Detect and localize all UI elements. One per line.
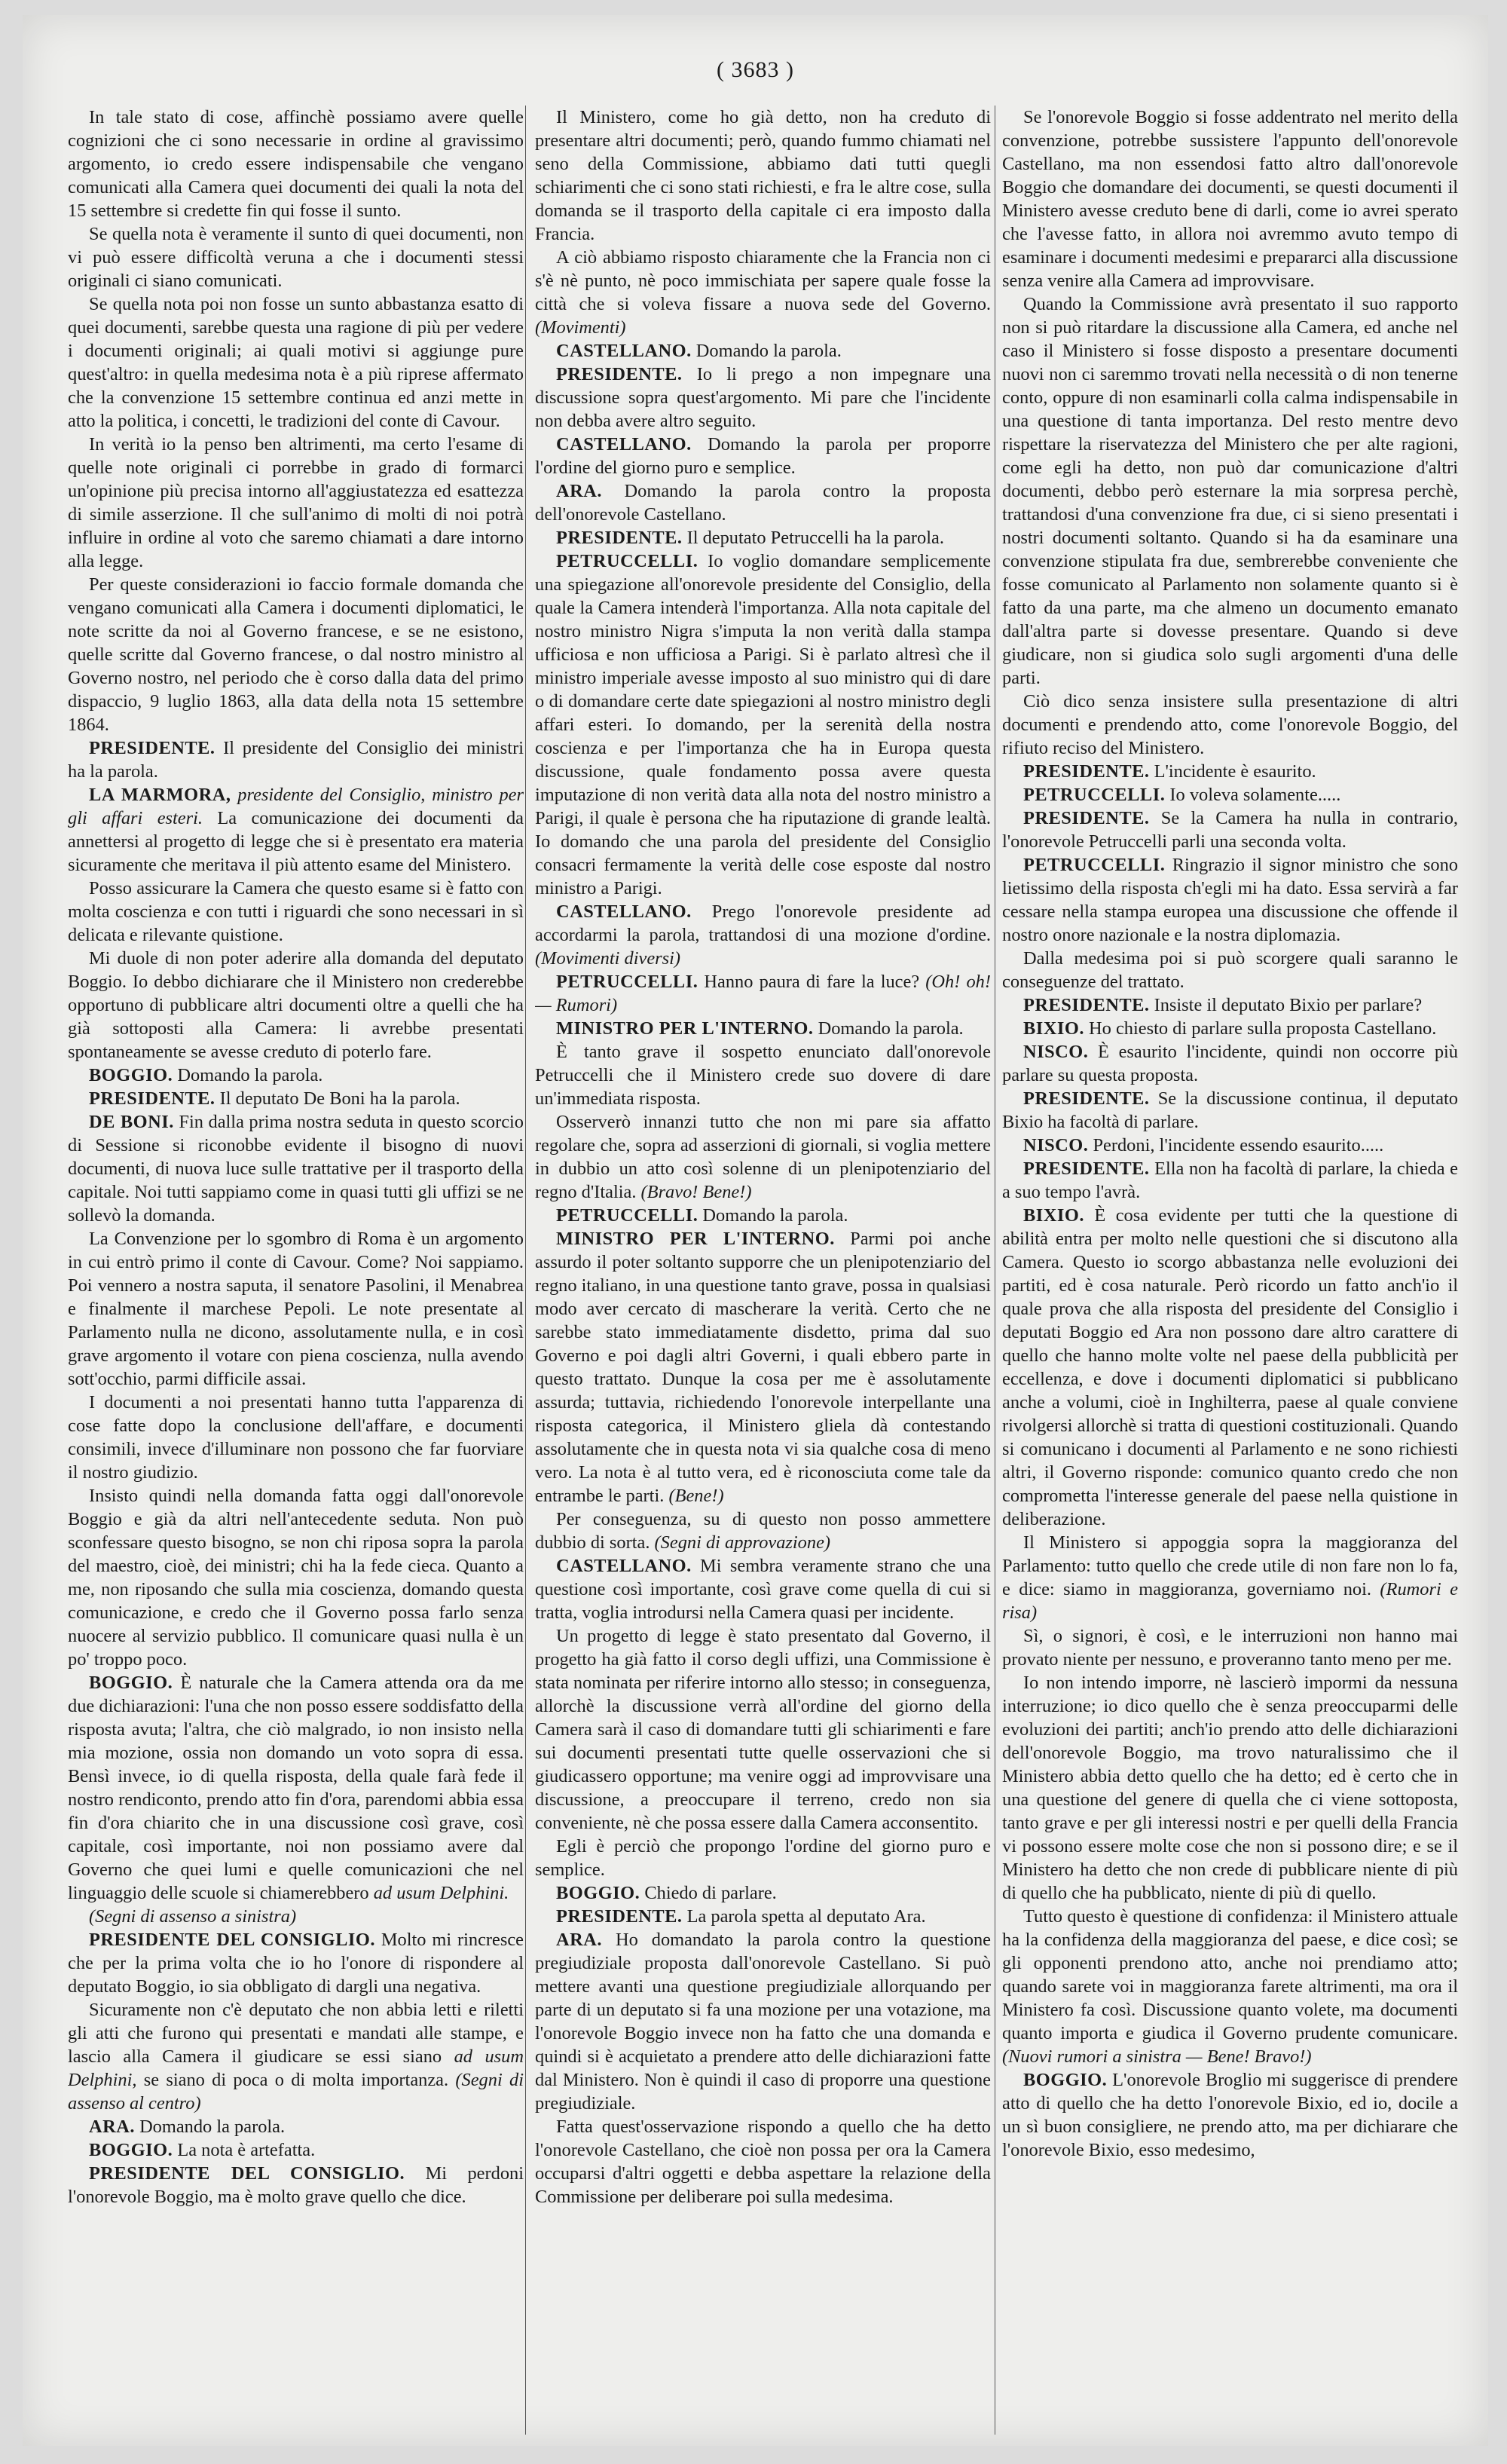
speaker-name: PRESIDENTE. [1023, 808, 1150, 828]
text-paragraph [1002, 947, 1458, 993]
speech-paragraph [1002, 760, 1458, 783]
paragraph-text: La Convenzione per lo sgombro di Roma è un argomento in cui entrò primo il conte di Cavour. Come? Noi sappiamo. Poi vennero a nostra saputa, il senatore Pasolini, il Menabrea e finalmente il marchese Pepoli. Le note presentate al Parlamento nulla ne dicono, assolutamente nulla, e in così grave argomento il votare con piena coscienza, nulla avendo sott'occhio, parmi difficile assai. [68, 1229, 524, 1389]
speaker-name: PRESIDENTE. [89, 1088, 216, 1109]
text-paragraph [535, 1040, 991, 1110]
speech-paragraph [1002, 1204, 1458, 1531]
speaker-name: PETRUCCELLI. [556, 1205, 698, 1226]
paragraph-text: Domando la parola. [818, 1018, 964, 1039]
italic-phrase: ad usum Delphini. [373, 1883, 509, 1903]
speech-paragraph [68, 1928, 524, 1998]
paragraph-text: Insisto quindi nella domanda fatta oggi dall'onorevole Boggio e già da altri nell'antecedente seduta. Non può sconfessare questo bisogno, se non chi riposa sopra la parola del maestro, cioè, dei ministri; chi ha la fede cieca. Quanto a me, non riposando che sulla mia coscienza, domando questa comunicazione, e credo che il Governo possa farlo senza nuocere al servizio pubblico. Il comunicare quasi nulla è un po' troppo poco. [68, 1486, 524, 1670]
text-paragraph [535, 246, 991, 339]
paragraph-text: Posso assicurare la Camera che questo esame si è fatto con molta coscienza e con tutti i riguardi che sono necessari in sì delicata e rilevante quistione. [68, 878, 524, 945]
paragraph-text: In verità io la penso ben altrimenti, ma certo l'esame di quelle note originali ci porrebbe in grado di formarci un'opinione più precisa intorno all'aggiustatezza ed esattezza di simile asserzione. Il che sull'animo di molti di noi potrà influire in ordine al voto che saremo chiamati a dare intorno alla legge. [68, 434, 524, 571]
speech-paragraph [535, 479, 991, 526]
speaker-name: PRESIDENTE. [556, 1906, 683, 1927]
paragraph-text: Molto mi rincresce che per la prima volta che io ho l'onore di rispondere al deputato Boggio, io sia obbligato di dargli una negativa. [68, 1930, 524, 1997]
column-3 [1002, 106, 1458, 2435]
speaker-name: CASTELLANO. [556, 434, 692, 455]
text-paragraph [68, 433, 524, 573]
speech-paragraph [68, 736, 524, 783]
paragraph-text: Chiedo di parlare. [644, 1883, 777, 1903]
text-paragraph [1002, 106, 1458, 292]
speaker-name: DE BONI. [89, 1112, 174, 1132]
text-paragraph [68, 877, 524, 947]
paragraph-text: A ciò abbiamo risposto chiaramente che la Francia non ci s'è nè punto, nè poco immischiata per sapere quale fosse la città che si voleva fissare a nuova sede del Governo. [535, 247, 991, 314]
paragraph-text: Sicuramente non c'è deputato che non abbia letti e riletti gli atti che furono qui presentati e mandati alle stampe, e lascio alla Camera il giudicare se essi siano [68, 2000, 524, 2067]
speech-paragraph [68, 1110, 524, 1227]
column-2 [535, 106, 991, 2435]
speech-paragraph [535, 339, 991, 363]
speech-paragraph [68, 2115, 524, 2138]
speech-paragraph [68, 2138, 524, 2162]
paragraph-text: È cosa evidente per tutti che la questione di abilità entra per molto nelle questioni che si discutono alla Camera. Questo io scorgo abbastanza nelle evoluzioni dei partiti, ed è cosa naturale. Però ricordo un fatto anch'io il quale prova che alla risposta del presidente del Consiglio i deputati Boggio ed Ara non possono dare altro carattere di quello che hanno molte volte nel paese della pubblicità per eccellenza, e dove i documenti diplomatici si pubblicano anche a volumi, cioè in Inghilterra, paese al quale conviene rivolgersi allorchè si tratta di questioni costituzionali. Quando si comunicano i documenti al Parlamento e ne sono richiesti altri, il Governo risponde: comunico quanto credo che non comprometta l'interesse generale del paese nella quistione in deliberazione. [1002, 1205, 1458, 1529]
speaker-role: presidente del Consiglio, ministro per gli affari esteri. [68, 785, 524, 828]
speaker-name: CASTELLANO. [556, 1556, 692, 1576]
text-paragraph [535, 1110, 991, 1204]
speech-paragraph [1002, 1087, 1458, 1134]
paragraph-text: Prego l'onorevole presidente ad accordarmi la parola, trattandosi di una mozione d'ordine. [535, 901, 991, 945]
newspaper-page [23, 15, 1488, 2446]
paragraph-text: Io voglio domandare semplicemente una spiegazione all'onorevole presidente del Consiglio, della quale la Camera intenderà l'importanza. Alla nota capitale del nostro ministro Nigra s'imputa la non verità dalla stampa ufficiosa e non ufficiosa a Parigi. Si è parlato altresì che il ministro imperiale avesse imposto al suo ministro qui di dare o di domandare certe date spiegazioni al nostro ministro degli affari esteri. Io domando, per la serenità della nostra coscienza e per l'importanza che ha in Europa questa discussione, quale fondamento possa avere questa imputazione di non verità data alla nota del nostro ministro a Parigi, il quale è persona che ha riputazione di grande lealtà. Io domando che una parola del presidente del Consiglio consacri fermamente la verità delle cose esposte dal nostro ministro a Parigi. [535, 551, 991, 898]
paragraph-text: Dalla medesima poi si può scorgere quali saranno le conseguenze del trattato. [1002, 948, 1458, 992]
stage-note: (Movimenti) [535, 317, 626, 338]
speech-paragraph [535, 1204, 991, 1227]
paragraph-text: Il Ministero si appoggia sopra la maggioranza del Parlamento: tutto quello che crede utile di non fare non lo fa, e dice: siamo in maggioranza, governiamo noi. [1002, 1532, 1458, 1599]
paragraph-text: È tanto grave il sospetto enunciato dall'onorevole Petruccelli che il Ministero crede suo dovere di dare un'immediata risposta. [535, 1042, 991, 1109]
speaker-name: NISCO. [1023, 1135, 1089, 1155]
speaker-name: ARA. [556, 481, 602, 501]
paragraph-text: Io li prego a non impegnare una discussione sopra quest'argomento. Mi pare che l'incidente non debba avere altro seguito. [535, 364, 991, 431]
paragraph-text: Ho domandato la parola contro la questione pregiudiziale proposta dall'onorevole Castellano. Si può mettere avanti una questione pregiudiziale allorquando per parte di un deputato si fa una mozione per una votazione, ma l'onorevole Boggio invece non ha fatto che una domanda e quindi si è acquietato a prendere atto delle dichiarazioni fatte dal Ministero. Non è quindi il caso di proporre una questione pregiudiziale. [535, 1930, 991, 2114]
speech-paragraph [1002, 1017, 1458, 1040]
speech-paragraph [1002, 1157, 1458, 1204]
speaker-name: PRESIDENTE DEL CONSIGLIO. [89, 1930, 375, 1950]
speaker-name: BOGGIO. [89, 1673, 173, 1693]
paragraph-text: Un progetto di legge è stato presentato dal Governo, il progetto ha già fatto il corso degli uffizi, una Commissione è stata nominata per riferire intorno allo stesso; in conseguenza, allorchè la discussione verrà all'ordine del giorno della Camera sarà il caso di domandare tutti gli schiarimenti e fare sui documenti presentati tutte quelle osservazioni che si giudicassero opportune; ma venire oggi ad improvvisare una discussione, a preoccupare il terreno, credo non sia conveniente, nè che possa essere dalla Camera acconsentito. [535, 1626, 991, 1833]
paragraph-text: La parola spetta al deputato Ara. [686, 1906, 926, 1927]
paragraph-text: Tutto questo è questione di confidenza: il Ministero attuale ha la confidenza della maggioranza del paese, e dice così; se gli opponenti prendono atto, anche noi prendiamo atto; quando sarete voi in maggioranza farete altrimenti, ma ora il Ministero fa così. Discussione quanto volete, ma documenti quanto importa e giudica il Governo prudente comunicare. [1002, 1906, 1458, 2043]
paragraph-text: È naturale che la Camera attenda ora da me due dichiarazioni: l'una che non posso essere soddisfatto della risposta avuta; l'altra, che ciò malgrado, io non insisto nella mia mozione, ossia non domando un voto sopra di essa. Bensì invece, io di quella risposta, della quale farà fede il nostro rendiconto, prendo atto fin d'ora, parendomi abbia essa fin d'ora chiarito che in una discussione così grave, così capitale, così importante, noi non possiamo avere dal Governo che quei lumi e quelle comunicazioni che nel linguaggio delle scuole si chiamerebbero [68, 1673, 524, 1903]
paragraph-text: È esaurito l'incidente, quindi non occorre più parlare su questa proposta. [1002, 1042, 1458, 1085]
speech-paragraph [535, 1881, 991, 1905]
speech-paragraph [535, 549, 991, 900]
text-paragraph [68, 292, 524, 433]
text-paragraph [1002, 1624, 1458, 1671]
page-number: ( 3683 ) [717, 57, 794, 82]
stage-note: (Nuovi rumori a sinistra — Bene! Bravo!) [1002, 2046, 1312, 2067]
paragraph-text: La nota è artefatta. [177, 2140, 316, 2160]
speech-paragraph [535, 970, 991, 1017]
paragraph-text: Mi perdoni l'onorevole Boggio, ma è molto grave quello che dice. [68, 2163, 524, 2207]
column-1 [68, 106, 524, 2435]
paragraph-text: Se l'onorevole Boggio si fosse addentrato nel merito della convenzione, potrebbe sussistere l'appunto dell'onorevole Castellano, ma non essendosi fatto altro dall'onorevole Boggio che domandare dei documenti, se questi documenti il Ministero avesse creduto bene di darli, come io avrei sperato che l'avesse fatto, in allora noi avremmo avuto tempo di esaminare i documenti medesimi e prepararci alla discussione senza venire alla Camera ad improvvisare. [1002, 107, 1458, 291]
stage-note: (Segni di assenso al centro) [68, 2070, 524, 2114]
text-paragraph [68, 947, 524, 1064]
column-divider [525, 106, 526, 2435]
text-paragraph [535, 1624, 991, 1835]
speaker-name: ARA. [89, 2117, 135, 2137]
speech-paragraph [1002, 993, 1458, 1017]
speaker-name: MINISTRO PER L'INTERNO. [556, 1229, 835, 1249]
speaker-name: MINISTRO PER L'INTERNO. [556, 1018, 814, 1039]
paragraph-text: Domando la parola. [695, 341, 842, 361]
text-paragraph [68, 573, 524, 736]
text-paragraph [68, 1391, 524, 1484]
paragraph-text: Perdoni, l'incidente essendo esaurito..... [1093, 1135, 1384, 1155]
paragraph-text: Ho chiesto di parlare sulla proposta Castellano. [1089, 1018, 1437, 1039]
stage-note: (Rumori e risa) [1002, 1579, 1458, 1623]
paragraph-text: L'incidente è esaurito. [1154, 761, 1316, 782]
paragraph-text: Io voleva solamente..... [1169, 785, 1341, 805]
text-paragraph [535, 106, 991, 246]
speech-paragraph [68, 1087, 524, 1110]
paragraph-text: Fin dalla prima nostra seduta in questo scorcio di Sessione si riconobbe evidente il bisogno di nuovi documenti, di nuova luce sulle trattative per il trasporto della capitale. Noi tutti sappiamo come in quasi tutti gli uffizi se ne sollevò la domanda. [68, 1112, 524, 1226]
paragraph-text: se siano di poca o di molta importanza. [143, 2070, 449, 2090]
text-paragraph [68, 222, 524, 292]
paragraph-text: Domando la parola. [177, 1065, 323, 1085]
text-paragraph [1002, 690, 1458, 760]
text-paragraph [535, 2115, 991, 2208]
speaker-name: PRESIDENTE DEL CONSIGLIO. [89, 2163, 405, 2184]
speaker-name: LA MARMORA, [89, 785, 231, 805]
speech-paragraph [68, 1064, 524, 1087]
text-paragraph [1002, 1671, 1458, 1905]
text-paragraph [68, 1484, 524, 1671]
speech-paragraph [1002, 1040, 1458, 1087]
paragraph-text: Domando la parola per proporre l'ordine del giorno puro e semplice. [535, 434, 991, 478]
paragraph-text: Fatta quest'osservazione rispondo a quello che ha detto l'onorevole Castellano, che cioè non possa per ora la Camera occuparsi d'altri oggetti e debba aspettare la relazione della Commissione per deliberare poi sulla medesima. [535, 2117, 991, 2207]
speaker-name: PETRUCCELLI. [1023, 785, 1166, 805]
speaker-name: PETRUCCELLI. [556, 551, 698, 571]
speaker-name: NISCO. [1023, 1042, 1089, 1062]
paragraph-text: La comunicazione dei documenti da annettersi al progetto di legge che si è presentato era materia sicuramente che meritava il più attento esame del Ministero. [68, 808, 524, 875]
speech-paragraph [535, 526, 991, 549]
paragraph-text: Se quella nota è veramente il sunto di quei documenti, non vi può essere difficoltà veruna a che i documenti stessi originali ci siano comunicati. [68, 224, 524, 291]
speaker-name: BIXIO. [1023, 1205, 1084, 1226]
text-paragraph [1002, 1905, 1458, 2068]
paragraph-text: Mi sembra veramente strano che una questione così importante, così grave come quella di cui si tratta, voglia introdursi nella Camera quasi per incidente. [535, 1556, 991, 1623]
paragraph-text: Ringrazio il signor ministro che sono lietissimo della risposta ch'egli mi ha dato. Essa servirà a far cessare nella stampa europea una discussione che offende il nostro onore nazionale e la nostra diplomazia. [1002, 855, 1458, 945]
italic-phrase: ad usum Delphini, [68, 2046, 524, 2090]
paragraph-text: Il deputato Petruccelli ha la parola. [686, 528, 944, 548]
paragraph-text: Se quella nota poi non fosse un sunto abbastanza esatto di quei documenti, sarebbe questa una ragione di più per vedere i documenti originali; ai quali motivi si aggiunge pure quest'altro: in quella medesima nota è a più riprese affermato che la convenzione 15 settembre continua ed anzi mette in atto la politica, i concetti, le tradizioni del conte di Cavour. [68, 294, 524, 431]
paragraph-text: Ella non ha facoltà di parlare, la chieda e a suo tempo l'avrà. [1002, 1159, 1458, 1202]
speaker-name: PRESIDENTE. [556, 528, 683, 548]
stage-note: (Segni di approvazione) [654, 1532, 831, 1553]
speaker-name: PRESIDENTE. [1023, 1159, 1150, 1179]
speaker-name: CASTELLANO. [556, 901, 692, 922]
speech-paragraph [535, 1928, 991, 2115]
text-paragraph [535, 1507, 991, 1554]
stage-note: (Bene!) [668, 1486, 724, 1506]
paragraph-text: Mi duole di non poter aderire alla domanda del deputato Boggio. Io debbo dichiarare che il Ministero non crederebbe opportuno di pubblicare altri documenti oltre a quelli che ha già sottoposti alla Camera: li avrebbe presentati spontaneamente se avesse creduto di poterlo fare. [68, 948, 524, 1062]
paragraph-text: Per queste considerazioni io faccio formale domanda che vengano comunicati alla Camera i documenti diplomatici, le note scritte da noi al Governo francese, e se ne esistono, quelle scritte dal Governo francese, o dal nostro ministro al Governo nostro, nel periodo che è corso dalla data del primo dispaccio, 9 luglio 1863, alla data della nota 15 settembre 1864. [68, 574, 524, 735]
stage-note: (Bravo! Bene!) [640, 1182, 752, 1202]
speech-paragraph [1002, 2068, 1458, 2162]
stage-note [68, 1905, 524, 1928]
paragraph-text: Osserverò innanzi tutto che non mi pare sia affatto regolare che, sopra ad asserzioni di giornali, si voglia mettere in dubbio un atto così solenne di un plenipotenziario del regno d'Italia. [535, 1112, 991, 1202]
paragraph-text: I documenti a noi presentati hanno tutta l'apparenza di cose fatte dopo la conclusione dell'affare, e documenti consimili, invece d'illuminare non possono che far fuorviare il nostro giudizio. [68, 1392, 524, 1483]
paragraph-text: Per conseguenza, su di questo non posso ammettere dubbio di sorta. [535, 1509, 991, 1553]
speaker-name: PETRUCCELLI. [1023, 855, 1166, 875]
speaker-name: ARA. [556, 1930, 602, 1950]
speech-paragraph [535, 363, 991, 433]
speech-paragraph [68, 783, 524, 877]
paragraph-text: Il presidente del Consiglio dei ministri ha la parola. [68, 738, 524, 782]
speaker-name: BIXIO. [1023, 1018, 1084, 1039]
stage-note: (Movimenti diversi) [535, 948, 681, 969]
text-paragraph [68, 106, 524, 222]
speaker-name: BOGGIO. [1023, 2070, 1108, 2090]
paragraph-text: L'onorevole Broglio mi suggerisce di prendere atto di quello che ha detto l'onorevole Bixio, ed io, docile a un sì buon consigliere, ne prendo atto, ma per dichiarare che l'onorevole Bixio, esso medesimo, [1002, 2070, 1458, 2160]
speech-paragraph [1002, 1134, 1458, 1157]
text-paragraph [68, 1227, 524, 1391]
paragraph-text: Il deputato De Boni ha la parola. [219, 1088, 460, 1109]
paragraph-text: Parmi poi anche assurdo il poter soltanto supporre che un plenipotenziario del regno italiano, in una questione tanto grave, possa in qualsiasi modo aver cercato di mascherare la verità. Certo che ne sarebbe stato immediatamente disdetto, prima dal suo Governo e poi dagli altri Governi, i quali ebbero parte in questo trattato. Dunque la cosa per me è assolutamente assurda; tuttavia, richiedendo l'onorevole interpellante una risposta categorica, il Ministero gliela dà contestando assolutamente che in questa nota vi sia qualche cosa di meno vero. La nota è al tutto vera, ed è riconosciuta come tale da entrambe le parti. [535, 1229, 991, 1506]
paragraph-text: Quando la Commissione avrà presentato il suo rapporto non si può ritardare la discussione alla Camera, ed anche nel caso il Ministero si fosse disposto a presentare documenti nuovi non ci saremmo trovati nella necessità o di non tenerne conto, oppure di non esaminarli colla calma indispensabile in una questione di tanta importanza. Del resto mentre devo rispettare la riservatezza del Ministero che per alte ragioni, come egli ha detto, non può dar comunicazione d'altri documenti, debbo però esternare la mia sorpresa perchè, trattandosi d'una convenzione fra due, ci si sieno presentati i nostri documenti soltanto. Quando si ha da esaminare una convenzione stipulata fra due, sembrerebbe conveniente che fosse comunicato al Parlamento non solamente quanto si è fatto da una parte, ma che almeno un documento emanato dall'altra parte si dovesse presentare. Quando si deve giudicare, non si giudica solo sugli argomenti d'una delle parti. [1002, 294, 1458, 688]
speaker-name: PETRUCCELLI. [556, 972, 698, 992]
text-paragraph [1002, 1531, 1458, 1624]
speaker-name: BOGGIO. [89, 2140, 173, 2160]
paragraph-text: Domando la parola. [139, 2117, 286, 2137]
paragraph-text: Io non intendo imporre, nè lascierò impormi da nessuna interruzione; io dico quello che è senza preoccuparmi delle evoluzioni dei partiti; anch'io prendo atto delle dichiarazioni dell'onorevole Boggio, ma trovo naturalissimo che il Ministero abbia detto quello che ha detto; ed è certo che in una questione del genere di quella che ci viene sottoposta, tanto grave e per gli interessi nostri e per quelli della Francia vi possono essere molte cose che non si possono dire; e se il Ministero ha detto che non crede di pubblicare niente di più di quello che ha pubblicato, niente di più di quello. [1002, 1673, 1458, 1903]
speech-paragraph [535, 1905, 991, 1928]
paragraph-text: Hanno paura di fare la luce? [704, 972, 920, 992]
speaker-name: PRESIDENTE. [1023, 1088, 1150, 1109]
speaker-name: PRESIDENTE. [1023, 761, 1150, 782]
speaker-name: BOGGIO. [556, 1883, 640, 1903]
speaker-name: PRESIDENTE. [556, 364, 683, 384]
stage-note: (Oh! oh! — Rumori) [535, 972, 991, 1015]
text-paragraph [1002, 292, 1458, 690]
text-paragraph [535, 1835, 991, 1881]
paragraph-text: Domando la parola contro la proposta dell'onorevole Castellano. [535, 481, 991, 525]
speech-paragraph [535, 900, 991, 970]
speech-paragraph [535, 1227, 991, 1507]
speech-paragraph [535, 1554, 991, 1624]
paragraph-text: Se la Camera ha nulla in contrario, l'onorevole Petruccelli parli una seconda volta. [1002, 808, 1458, 852]
speech-paragraph [68, 1671, 524, 1905]
speech-paragraph [68, 2162, 524, 2208]
speaker-name: CASTELLANO. [556, 341, 692, 361]
paragraph-text: Egli è perciò che propongo l'ordine del giorno puro e semplice. [535, 1836, 991, 1880]
speaker-name: PRESIDENTE. [1023, 995, 1150, 1015]
speech-paragraph [1002, 807, 1458, 853]
paragraph-text: Se la discussione continua, il deputato Bixio ha facoltà di parlare. [1002, 1088, 1458, 1132]
paragraph-text: Insiste il deputato Bixio per parlare? [1154, 995, 1423, 1015]
speech-paragraph [1002, 783, 1458, 807]
speaker-name: PRESIDENTE. [89, 738, 216, 758]
speech-paragraph [1002, 853, 1458, 947]
speech-paragraph [535, 1017, 991, 1040]
paragraph-text: In tale stato di cose, affinchè possiamo avere quelle cognizioni che ci sono necessarie in ordine al gravissimo argomento, io credo essere indispensabile che vengano comunicati alla Camera quei documenti dei quali la nota del 15 settembre si credette fin qui fosse il sunto. [68, 107, 524, 221]
paragraph-text: Sì, o signori, è così, e le interruzioni non hanno mai provato niente per nessuno, e proveranno tanto meno per me. [1002, 1626, 1458, 1670]
paragraph-text: Ciò dico senza insistere sulla presentazione di altri documenti e prendendo atto, come l'onorevole Boggio, del rifiuto reciso del Ministero. [1002, 691, 1458, 758]
stage-note: (Segni di assenso a sinistra) [89, 1906, 297, 1927]
speaker-name: BOGGIO. [89, 1065, 173, 1085]
paragraph-text: Domando la parola. [702, 1205, 848, 1226]
paragraph-text: Il Ministero, come ho già detto, non ha creduto di presentare altri documenti; però, quando fummo chiamati nel seno della Commissione, abbiamo dati tutti quegli schiarimenti che ci sono stati richiesti, e fra le altre cose, sulla domanda se il trasporto della capitale ci era imposto dalla Francia. [535, 107, 991, 244]
speech-paragraph [535, 433, 991, 479]
text-paragraph [68, 1998, 524, 2115]
